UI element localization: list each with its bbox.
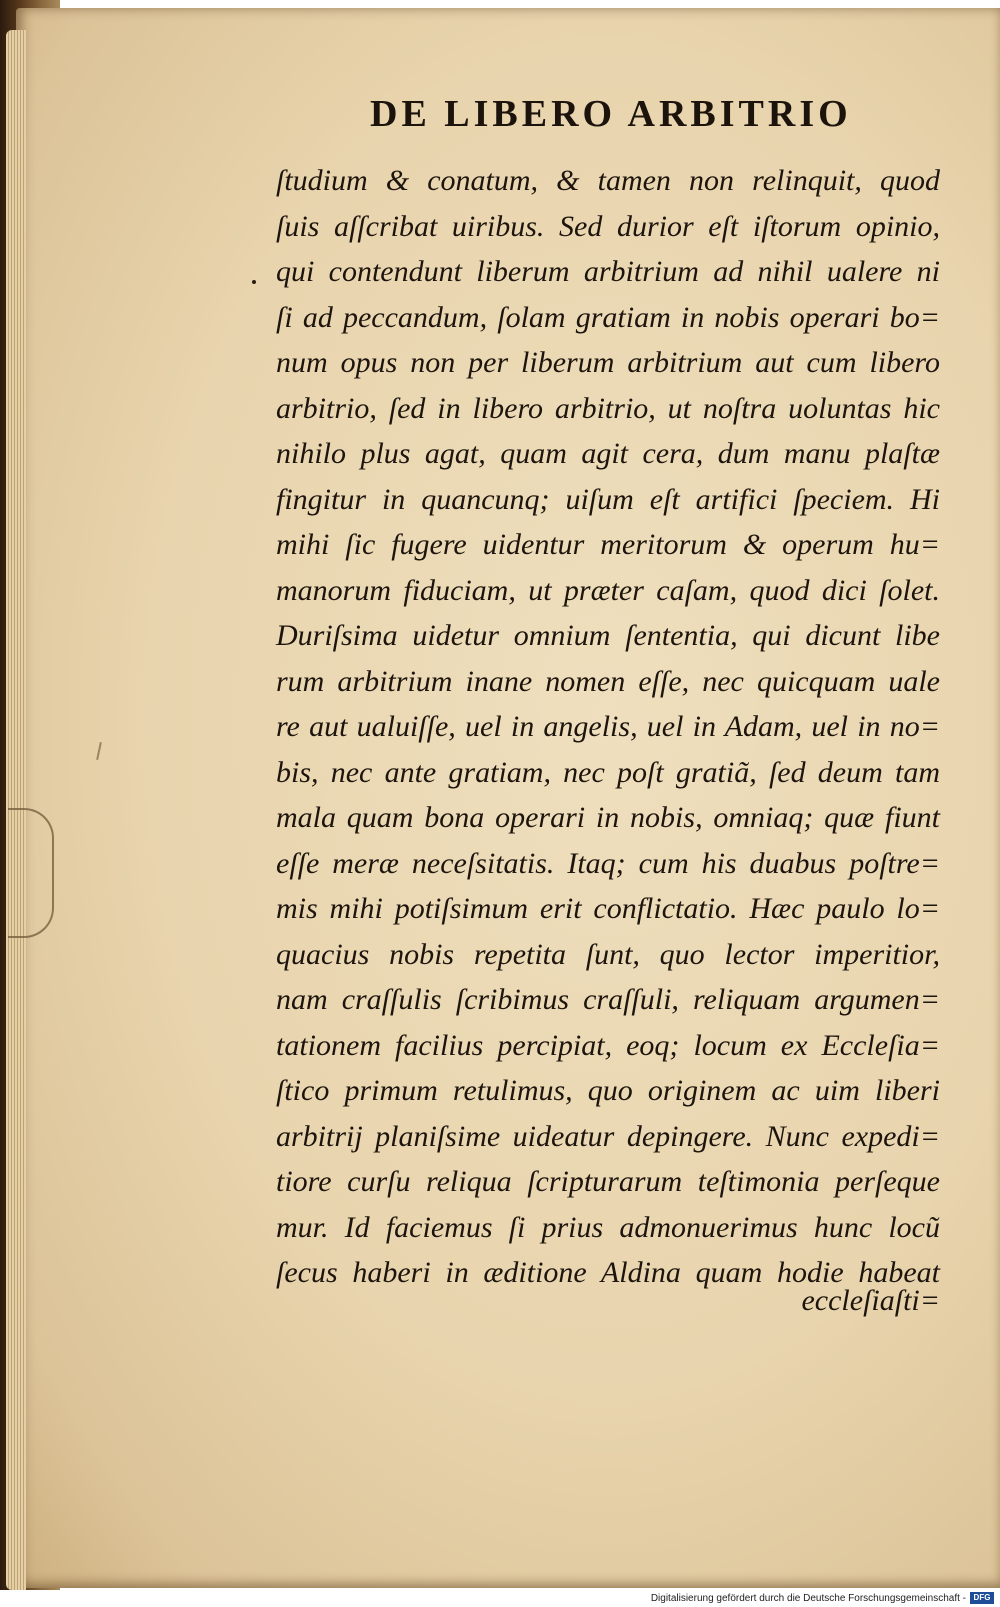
text-line: ſuis aſſcribat uiribus. Sed durior eſt iſtorum opinio, (276, 209, 940, 243)
text-line: bis, nec ante gratiam, nec poſt gratiã, ſed deum tam (276, 755, 940, 789)
text-line: tationem facilius percipiat, eoq; locum ex Eccleſia= (276, 1028, 940, 1062)
page-clip (8, 808, 54, 938)
text-line: mala quam bona operari in nobis, omniaq; quæ fiunt (276, 801, 940, 834)
text-line: qui contendunt liberum arbitrium ad nihil ualere ni (276, 255, 940, 288)
text-line: arbitrij planiſsime uideatur depingere. Nunc expedi= (276, 1119, 940, 1153)
running-head: DE LIBERO ARBITRIO (370, 93, 852, 135)
text-line: nihilo plus agat, quam agit cera, dum manu plaſtæ (276, 437, 940, 470)
text-line: ſecus haberi in æditione Aldina quam hodie habeat (276, 1256, 940, 1289)
text-line: ſi ad peccandum, ſolam gratiam in nobis operari bo= (276, 300, 940, 334)
text-line: manorum fiduciam, ut præter caſam, quod dici ſolet. (276, 573, 940, 607)
text-line: arbitrio, ſed in libero arbitrio, ut noſtra uoluntas hic (276, 391, 940, 425)
catchword: eccleſiaſti= (801, 1284, 940, 1317)
text-line: ſtudium & conatum, & tamen non relinquit, quod (276, 164, 940, 197)
body-text (276, 158, 940, 1296)
text-line: Duriſsima uidetur omnium ſententia, qui dicunt libe (276, 619, 940, 652)
text-line: tiore curſu reliqua ſcripturarum teſtimonia perſeque (276, 1165, 940, 1198)
text-line: mihi ſic fugere uidentur meritorum & operum hu= (276, 528, 940, 561)
funding-credit: Digitalisierung gefördert durch die Deutsche Forschungsgemeinschaft - (650, 1593, 966, 1604)
text-line: mis mihi potiſsimum erit conflictatio. Hæc paulo lo= (276, 892, 940, 925)
text-line: nam craſſulis ſcribimus craſſuli, reliquam argumen= (276, 983, 940, 1016)
text-line: num opus non per liberum arbitrium aut cum libero (276, 346, 940, 379)
text-line: re aut ualuiſſe, uel in angelis, uel in Adam, uel in no= (276, 710, 940, 743)
text-line: mur. Id faciemus ſi prius admonuerimus hunc locũ (276, 1210, 940, 1244)
text-line: rum arbitrium inane nomen eſſe, nec quicquam uale (276, 664, 940, 698)
text-line: quacius nobis repetita ſunt, quo lector imperitior, (276, 937, 940, 971)
text-line: fingitur in quancunq; uiſum eſt artifici ſpeciem. Hi (276, 482, 940, 516)
dfg-logo: DFG (970, 1592, 994, 1604)
ink-mark (252, 280, 256, 284)
text-line: eſſe meræ neceſsitatis. Itaq; cum his duabus poſtre= (276, 846, 940, 880)
text-line: ſtico primum retulimus, quo originem ac uim liberi (276, 1074, 940, 1107)
